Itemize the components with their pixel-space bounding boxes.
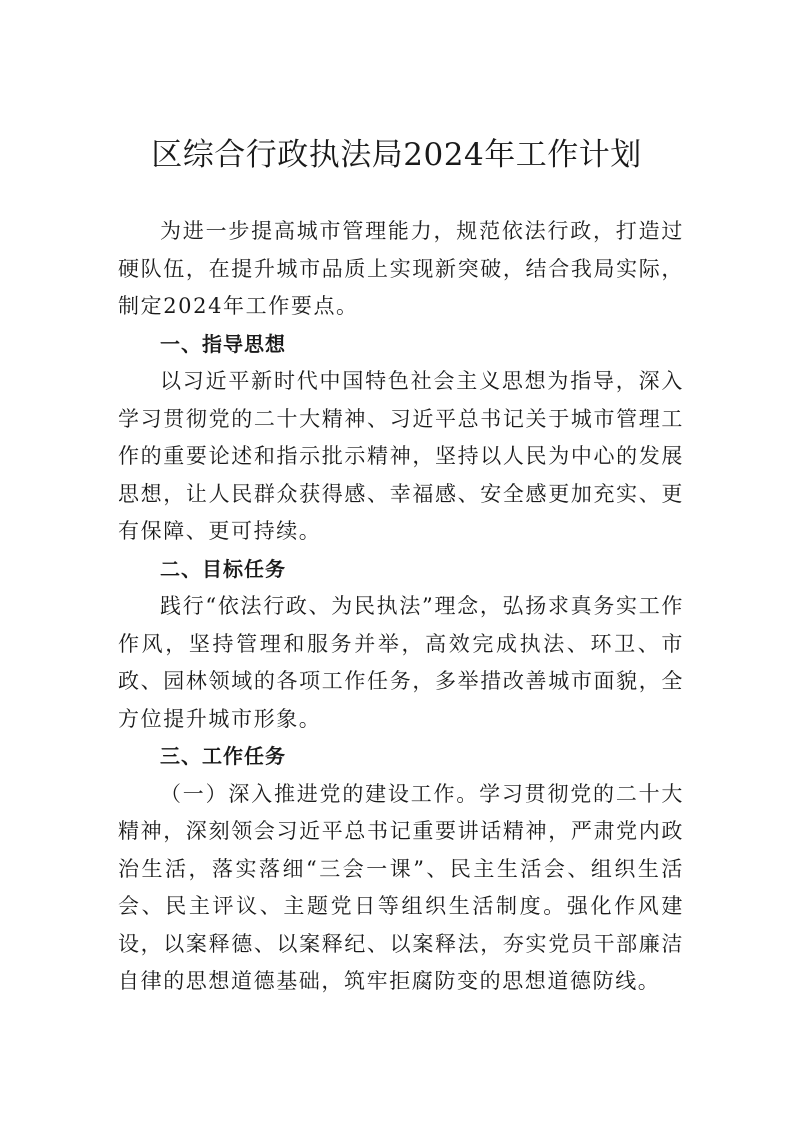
section-paragraph-guiding-ideology: 以习近平新时代中国特色社会主义思想为指导，深入学习贯彻党的二十大精神、习近平总书记关于城市管理工作的重要论述和指示批示精神，坚持以人民为中心的发展思想，让人民群众获得感、幸福感、安全感更加充实、更有保障、更可持续。 [118,369,684,543]
document-title: 区综合行政执法局2024年工作计划 [151,137,642,173]
subitem-text-party-building: 学习贯彻党的二十大精神，深刻领会习近平总书记重要讲话精神，严肃党内政治生活，落实落细“三会一课”、民主生活会、组织生活会、民主评议、主题党日等组织生活制度。强化作风建设，以案释德、以案释纪、以案释法，夯实党员干部廉洁自律的思想道德基础，筑牢拒腐防变的思想道德防线。 [118,781,684,993]
section-paragraph-objectives: 践行“依法行政、为民执法”理念，弘扬求真务实工作作风，坚持管理和服务并举，高效完成执法、环卫、市政、园林领域的各项工作任务，多举措改善城市面貌，全方位提升城市形象。 [118,594,684,731]
section-heading-work-tasks: 三、工作任务 [160,744,286,768]
section-heading-guiding-ideology: 一、指导思想 [160,331,286,356]
document-body [118,213,684,1001]
subitem-lead-party-building: （一）深入推进党的建设工作。 [160,781,480,806]
subitem-paragraph-party-building [118,776,684,1001]
intro-paragraph: 为进一步提高城市管理能力，规范依法行政，打造过硬队伍，在提升城市品质上实现新突破，结合我局实际，制定2024年工作要点。 [118,219,684,318]
section-heading-objectives: 二、目标任务 [160,556,286,581]
